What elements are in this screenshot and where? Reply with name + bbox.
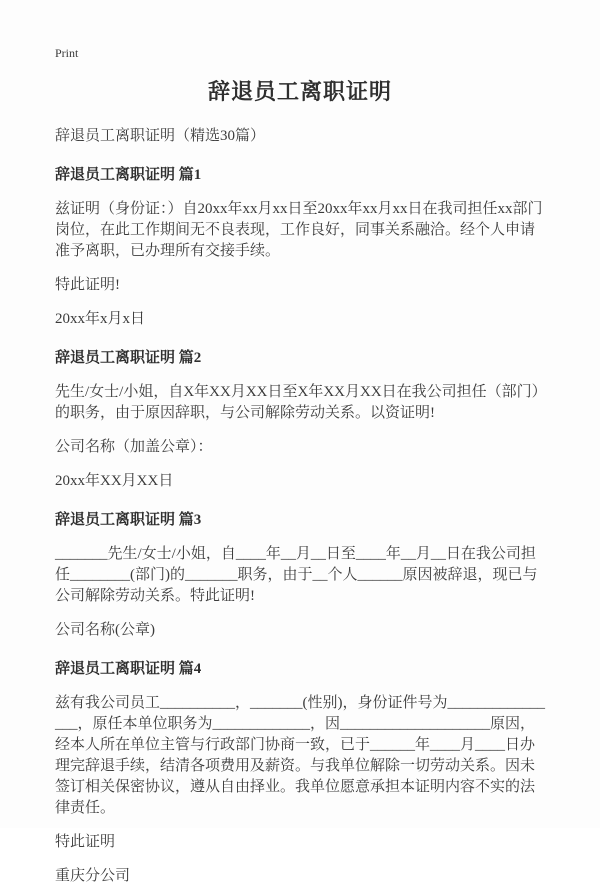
section-2-date: 20xx年XX月XX日 (55, 473, 174, 489)
section-2-paragraph: 先生/女士/小姐，自X年XX月XX日至X年XX月XX日在我公司担任（部门）的职务，由于原因辞职，与公司解除劳动关系。以资证明! (55, 384, 540, 421)
section-heading-3: 辞退员工离职证明 篇3 (55, 512, 202, 528)
document-title: 辞退员工离职证明 (207, 79, 392, 104)
section-1-paragraph: 兹证明（身份证：）自20xx年xx月xx日至20xx年xx月xx日在我司担任xx部门岗位，在此工作期间无不良表现，工作良好，同事关系融洽。经个人申请准予离职，已办理所有交接手续。 (55, 201, 543, 259)
section-heading-1: 辞退员工离职证明 篇1 (55, 167, 202, 183)
section-4-closing: 特此证明 (55, 834, 116, 850)
section-3-paragraph: _______先生/女士/小姐，自____年__月__日至____年__月__日在我公司担任________(部门)的_______职务，由于__个人______原因被辞退，现已与公司解除劳动关系。特此证明! (55, 546, 538, 604)
section-4-branch-name: 重庆分公司 (55, 868, 131, 884)
section-3-company-seal-line: 公司名称(公章) (55, 622, 155, 638)
print-button[interactable]: Print (55, 46, 79, 60)
section-1-date: 20xx年x月x日 (55, 311, 146, 327)
section-heading-2: 辞退员工离职证明 篇2 (55, 350, 202, 366)
intro-line: 辞退员工离职证明（精选30篇） (55, 128, 266, 144)
section-4-paragraph: 兹有我公司员工__________，_______(性别)，身份证件号为________________，原任本单位职务为_____________，因____________________原因，经本人所在单位主管与行政部门协商一致，已于______年____月____日办理完辞退手续，结清各项费用及薪资。与我单位解除一切劳动关系。因未签订相关保密协议，遵从自由择业。我单位愿意承担本证明内容不实的法律责任。 (55, 695, 545, 816)
section-1-closing: 特此证明! (55, 277, 120, 293)
section-heading-4: 辞退员工离职证明 篇4 (55, 661, 202, 677)
section-2-company-seal-line: 公司名称（加盖公章）： (55, 439, 213, 455)
